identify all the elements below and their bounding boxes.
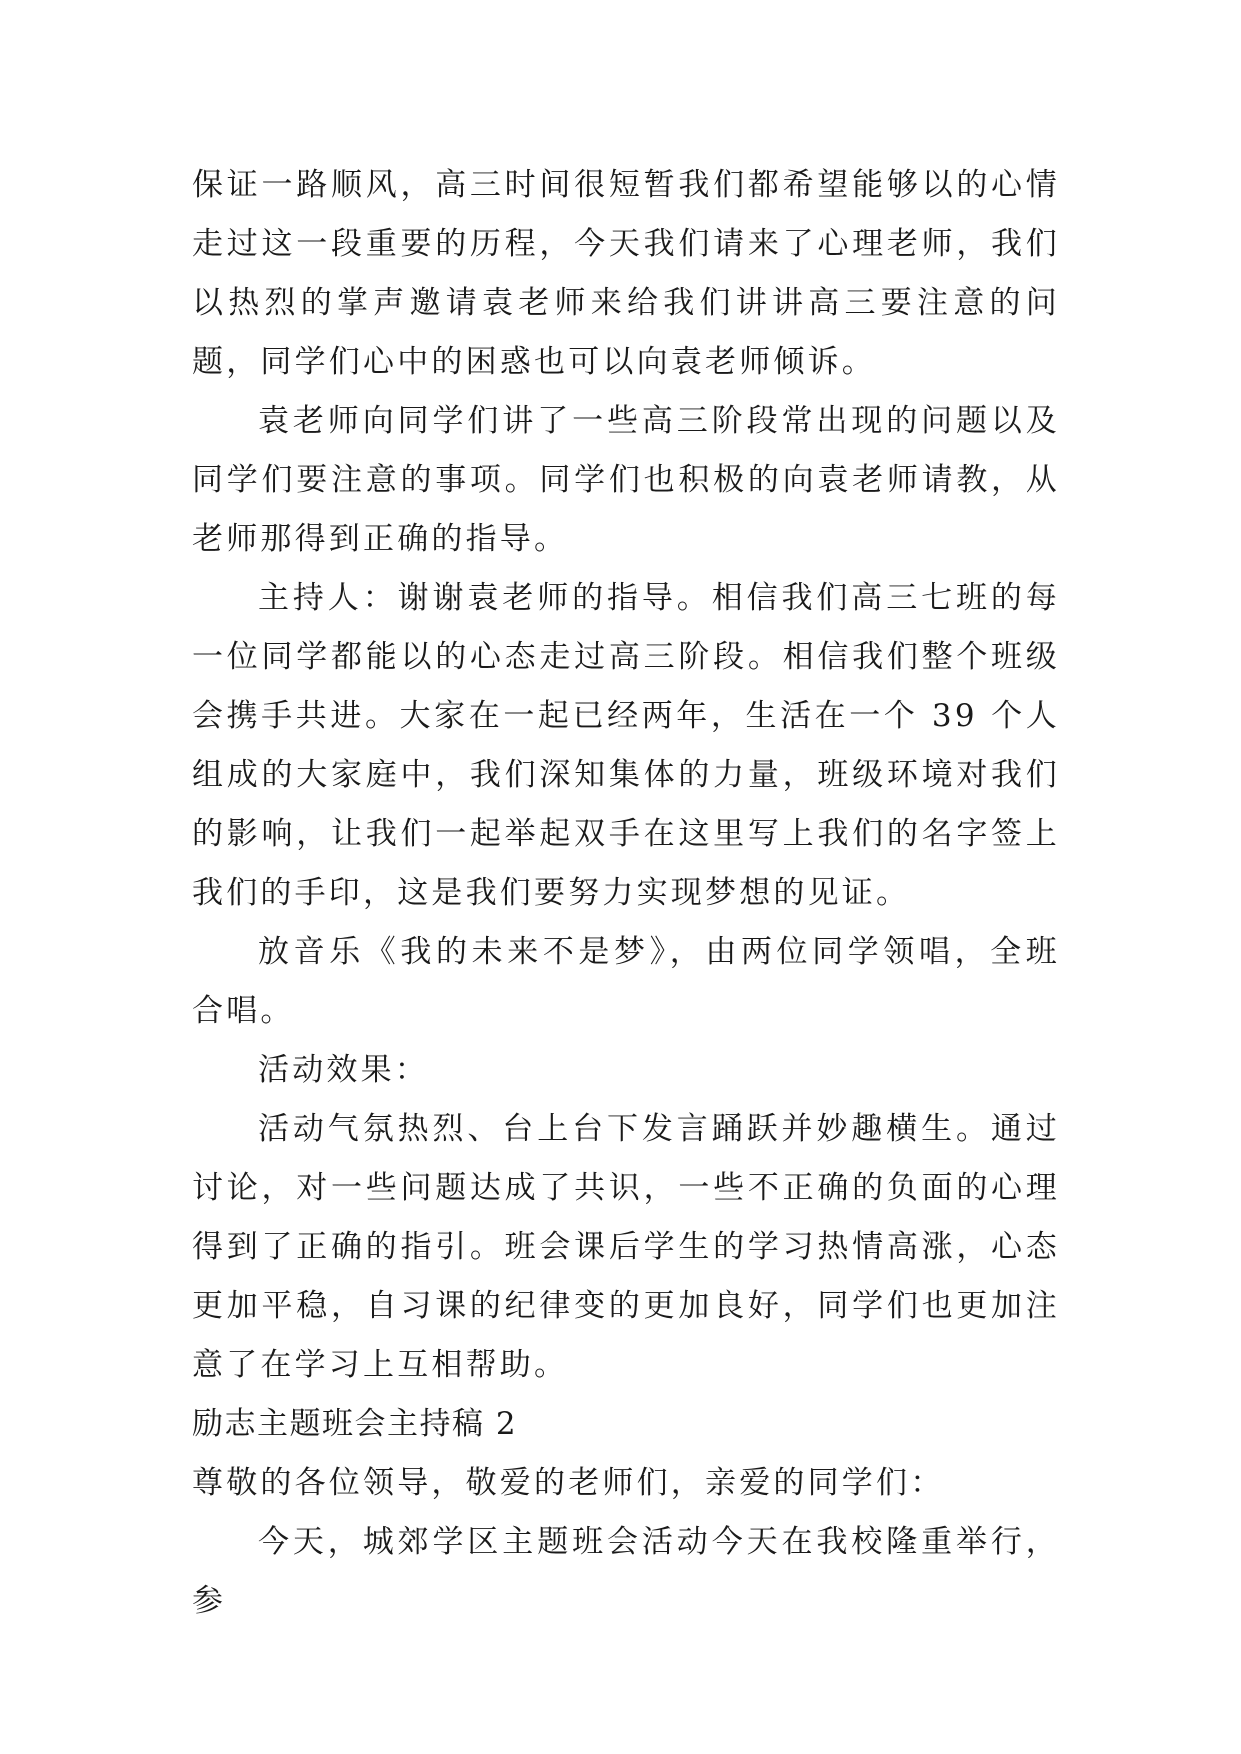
document-page — [192, 156, 1060, 1631]
paragraph-6: 活动气氛热烈、台上台下发言踊跃并妙趣横生。通过讨论，对一些问题达成了共识，一些不正确的负面的心理得到了正确的指引。班会课后学生的学习热情高涨，心态更加平稳，自习课的纪律变的更加良好，同学们也更加注意了在学习上互相帮助。 — [192, 1111, 1060, 1383]
paragraph-3: 主持人：谢谢袁老师的指导。相信我们高三七班的每一位同学都能以的心态走过高三阶段。相信我们整个班级会携手共进。大家在一起已经两年，生活在一个 39 个人组成的大家庭中，我们深知集体的力量，班级环境对我们的影响，让我们一起举起双手在这里写上我们的名字签上我们的手印，这是我们要努力实现梦想的见证。 — [192, 580, 1060, 911]
paragraph-9: 今天，城郊学区主题班会活动今天在我校隆重举行，参 — [192, 1524, 1060, 1619]
paragraph-1: 保证一路顺风，高三时间很短暂我们都希望能够以的心情走过这一段重要的历程，今天我们请来了心理老师，我们以热烈的掌声邀请袁老师来给我们讲讲高三要注意的问题，同学们心中的困惑也可以向袁老师倾诉。 — [192, 167, 1060, 380]
paragraph-2: 袁老师向同学们讲了一些高三阶段常出现的问题以及同学们要注意的事项。同学们也积极的向袁老师请教，从老师那得到正确的指导。 — [192, 403, 1060, 557]
paragraph-4: 放音乐《我的未来不是梦》，由两位同学领唱，全班合唱。 — [192, 934, 1060, 1029]
paragraph-5: 活动效果： — [258, 1052, 429, 1088]
section-heading: 励志主题班会主持稿 2 — [192, 1406, 518, 1442]
salutation: 尊敬的各位领导，敬爱的老师们，亲爱的同学们： — [192, 1465, 945, 1501]
